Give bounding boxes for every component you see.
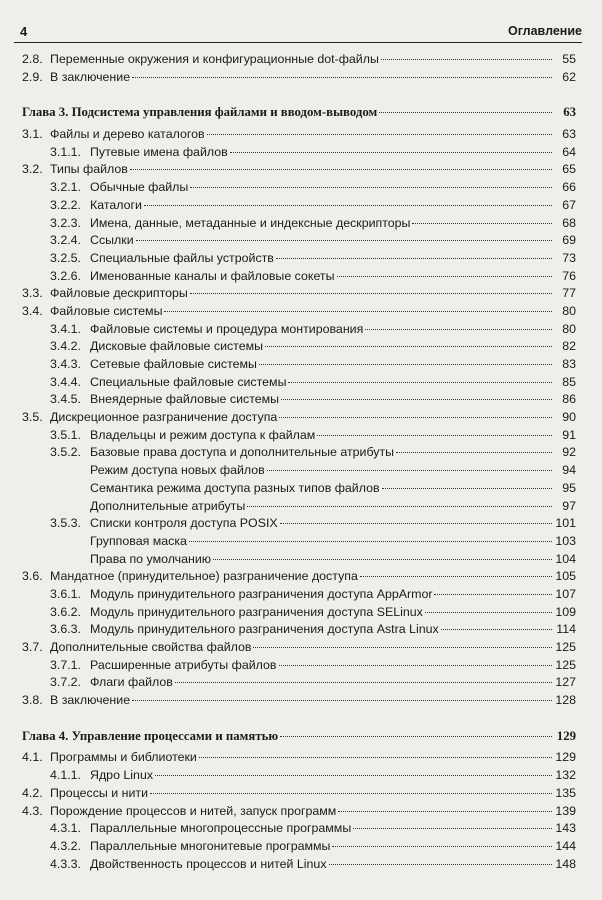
toc-chapter-entry	[22, 728, 576, 746]
dot-leader	[379, 112, 552, 113]
toc-entry	[22, 303, 576, 321]
toc-entry-number: 4.2.	[22, 785, 43, 800]
dot-leader	[130, 169, 552, 170]
toc-entry	[22, 692, 576, 710]
dot-leader	[279, 417, 552, 418]
toc-entry	[22, 785, 576, 803]
toc-entry-page: 91	[562, 427, 576, 442]
toc-entry-page: 86	[562, 392, 576, 407]
toc-entry-page: 66	[562, 180, 576, 195]
dot-leader	[338, 811, 552, 812]
dot-leader	[382, 488, 552, 489]
toc-entry	[22, 126, 576, 144]
toc-entry-number: 3.7.2.	[50, 675, 82, 690]
dot-leader	[279, 665, 552, 666]
toc-entry-number: 3.2.2.	[50, 197, 82, 212]
dot-leader	[189, 541, 552, 542]
toc-entry-number: 3.5.3.	[50, 516, 82, 531]
toc-entry-title: Модуль принудительного разграничения доступа Astra Linux	[90, 622, 439, 637]
toc-entry-page: 63	[562, 127, 576, 142]
toc-entry-page: 82	[562, 339, 576, 354]
toc-entry-title: Ссылки	[90, 233, 134, 248]
toc-entry-page: 143	[555, 821, 576, 836]
toc-chapter-entry	[22, 104, 576, 122]
toc-entry	[22, 767, 576, 785]
dot-leader	[132, 700, 552, 701]
toc-entry-page: 68	[562, 215, 576, 230]
toc-entry-title: В заключение	[50, 693, 131, 708]
toc-entry-page: 55	[562, 52, 576, 66]
toc-entry-title: Параллельные многопроцессные программы	[90, 821, 352, 836]
toc-entry-number: 3.6.1.	[50, 586, 82, 601]
dot-leader	[281, 399, 552, 400]
dot-leader	[381, 59, 552, 60]
toc-entry-title: Флаги файлов	[90, 675, 173, 690]
toc-entry-title: Имена, данные, метаданные и индексные дескрипторы	[90, 215, 411, 230]
toc-entry-title: Расширенные атрибуты файлов	[90, 657, 277, 672]
toc-entry-number: 3.4.2.	[50, 339, 82, 354]
toc-entry-number: 3.4.	[22, 303, 43, 318]
toc-entry	[22, 374, 576, 392]
toc-entry-title: Дополнительные свойства файлов	[50, 640, 252, 654]
toc-entry-title: Специальные файловые системы	[90, 374, 287, 389]
toc-entry-page: 62	[562, 69, 576, 84]
toc-entry	[22, 268, 576, 286]
toc-entry-number: 4.3.2.	[50, 838, 82, 853]
toc-entry-page: 92	[562, 445, 576, 460]
toc-entry	[22, 197, 576, 215]
toc-entry-page: 80	[562, 303, 576, 318]
toc-entry-title: Дискреционное разграничение доступа	[50, 410, 278, 425]
toc-entry-number: 3.4.3.	[50, 357, 82, 371]
toc-entry-page: 144	[555, 838, 576, 853]
dot-leader	[412, 223, 552, 224]
toc-entry	[22, 444, 576, 462]
dot-leader	[207, 134, 552, 135]
dot-leader	[132, 77, 552, 78]
toc-entry	[22, 69, 576, 87]
toc-entry-number: 4.1.	[22, 750, 43, 765]
toc-entry	[22, 462, 576, 480]
toc-entry-title: Списки контроля доступа POSIX	[90, 516, 278, 531]
toc-entry-number: 3.7.	[22, 640, 43, 654]
toc-entry-number: 3.2.3.	[50, 215, 82, 230]
dot-leader	[425, 612, 552, 613]
toc-entry-number: 3.4.5.	[50, 392, 82, 407]
toc-entry-page: 85	[562, 374, 576, 389]
dot-leader	[175, 682, 552, 683]
toc-entry	[22, 409, 576, 427]
dot-leader	[288, 382, 552, 383]
dot-leader	[353, 828, 552, 829]
toc-entry-title: Семантика режима доступа разных типов файлов	[90, 480, 380, 495]
toc-entry-title: Модуль принудительного разграничения доступа AppArmor	[90, 586, 433, 601]
toc-entry-number: 3.2.1.	[50, 180, 82, 195]
toc-entry-number: 3.1.1.	[50, 144, 82, 159]
dot-leader	[267, 470, 552, 471]
running-header	[14, 18, 582, 43]
toc-entry	[22, 51, 576, 69]
toc-entry-title: Глава 4. Управление процессами и памятью	[22, 728, 279, 743]
toc-entry-number: 2.9.	[22, 69, 43, 84]
toc-entry	[22, 356, 576, 374]
toc-entry-title: Файловые системы	[50, 303, 163, 318]
toc-entry-title: Именованные каналы и файловые сокеты	[90, 268, 335, 283]
toc-entry-page: 132	[555, 768, 576, 783]
toc-entry-title: Файловые дескрипторы	[50, 286, 188, 301]
dot-leader	[434, 594, 552, 595]
dot-leader	[190, 293, 552, 294]
toc-entry	[22, 179, 576, 197]
toc-entry-page: 64	[562, 144, 576, 159]
page-number: 4	[20, 24, 28, 39]
toc-entry-page: 128	[555, 693, 576, 708]
dot-leader	[155, 775, 552, 776]
toc-entry-number: 3.2.4.	[50, 233, 82, 248]
toc-entry-page: 148	[555, 856, 576, 871]
toc-entry	[22, 215, 576, 233]
toc-entry	[22, 515, 576, 533]
toc-entry-page: 101	[555, 516, 576, 531]
toc-entry-title: Каталоги	[90, 197, 142, 212]
toc-entry-title: В заключение	[50, 69, 131, 84]
toc-entry	[22, 674, 576, 692]
toc-entry-page: 129	[555, 750, 576, 765]
toc-entry-title: Порождение процессов и нитей, запуск программ	[50, 803, 337, 818]
dot-leader	[337, 276, 552, 277]
dot-leader	[190, 187, 552, 188]
toc-entry-title: Дополнительные атрибуты	[90, 498, 246, 513]
running-title: Оглавление	[508, 24, 582, 38]
toc-entry-page: 103	[555, 533, 576, 548]
toc-entry-title: Модуль принудительного разграничения доступа SELinux	[90, 604, 423, 619]
toc-entry-title: Файлы и дерево каталогов	[50, 127, 205, 142]
toc-entry-page: 63	[563, 105, 576, 120]
toc-entry-title: Права по умолчанию	[90, 551, 212, 566]
toc-entry-title: Файловые системы и процедура монтирования	[90, 321, 364, 336]
toc-entry-title: Параллельные многонитевые программы	[90, 838, 331, 853]
dot-leader	[317, 435, 552, 436]
toc-entry-page: 95	[562, 480, 576, 495]
toc-entry-page: 97	[562, 498, 576, 513]
toc-entry-title: Владельцы и режим доступа к файлам	[90, 427, 316, 442]
toc-entry-page: 69	[562, 233, 576, 248]
toc-entry-title: Путевые имена файлов	[90, 144, 228, 159]
toc-entry	[22, 639, 576, 657]
dot-leader	[144, 205, 552, 206]
toc-entry-title: Базовые права доступа и дополнительные атрибуты	[90, 445, 395, 460]
toc-entry-page: 76	[562, 268, 576, 283]
toc-entry	[22, 586, 576, 604]
toc-entry	[22, 232, 576, 250]
toc-entry-number: 2.8.	[22, 52, 43, 66]
toc-entry-number: 3.6.3.	[50, 622, 82, 637]
toc-entry-page: 114	[556, 622, 576, 637]
dot-leader	[280, 523, 552, 524]
toc-entry	[22, 856, 576, 874]
toc-entry	[22, 321, 576, 339]
dot-leader	[329, 864, 552, 865]
toc-entry-number: 3.6.2.	[50, 604, 82, 619]
toc-entry-number: 4.3.3.	[50, 856, 82, 871]
dot-leader	[276, 258, 552, 259]
toc-entry-title: Специальные файлы устройств	[90, 250, 274, 265]
toc-entry-page: 129	[556, 728, 576, 743]
toc-entry	[22, 820, 576, 838]
toc-entry-title: Процессы и нити	[50, 785, 148, 800]
toc-entry-title: Групповая маска	[90, 533, 187, 548]
toc-entry-number: 4.3.1.	[50, 821, 82, 836]
dot-leader	[164, 311, 552, 312]
toc-entry-title: Программы и библиотеки	[50, 750, 197, 765]
toc-entry	[22, 749, 576, 767]
toc-entry-title: Внеядерные файловые системы	[90, 392, 280, 407]
toc-entry	[22, 533, 576, 551]
toc-entry-number: 3.5.1.	[50, 427, 82, 442]
dot-leader	[365, 329, 552, 330]
toc-entry-page: 104	[555, 551, 576, 566]
toc-entry-page: 90	[562, 410, 576, 425]
toc-entry-title: Дисковые файловые системы	[90, 339, 264, 354]
toc-entry-page: 105	[555, 569, 576, 584]
dot-leader	[265, 346, 552, 347]
dot-leader	[199, 757, 552, 758]
toc-entry-page: 125	[555, 640, 576, 654]
toc-entry-number: 3.5.2.	[50, 445, 82, 460]
toc-entry-title: Сетевые файловые системы	[90, 357, 257, 371]
dot-leader	[280, 736, 552, 737]
toc-entry	[22, 480, 576, 498]
toc-entry-page: 65	[562, 162, 576, 177]
toc-entry-page: 135	[555, 785, 576, 800]
toc-entry-title: Глава 3. Подсистема управления файлами и вводом-выводом	[22, 105, 378, 120]
toc-entry-title: Мандатное (принудительное) разграничение доступа	[50, 569, 358, 584]
toc-entry	[22, 621, 576, 639]
toc-entry-page: 125	[555, 657, 576, 672]
toc-entry	[22, 838, 576, 856]
toc-entry-title: Двойственность процессов и нитей Linux	[90, 856, 327, 871]
dot-leader	[213, 559, 552, 560]
toc-entry	[22, 498, 576, 516]
toc-entry	[22, 657, 576, 675]
toc-entry-number: 3.4.4.	[50, 374, 82, 389]
toc-entry-number: 3.7.1.	[50, 657, 82, 672]
toc-entry-title: Ядро Linux	[90, 768, 154, 783]
toc-entry-number: 4.3.	[22, 803, 43, 818]
toc-entry-page: 127	[555, 675, 576, 690]
toc-entry-page: 73	[562, 250, 576, 265]
dot-leader	[247, 506, 552, 507]
toc-entry-number: 3.2.	[22, 162, 43, 177]
toc-entry-title: Режим доступа новых файлов	[90, 463, 265, 478]
toc-entry	[22, 144, 576, 162]
toc-entry-page: 109	[555, 604, 576, 619]
toc-entry-title: Обычные файлы	[90, 180, 189, 195]
toc-entry-number: 3.2.5.	[50, 250, 82, 265]
dot-leader	[360, 576, 552, 577]
toc-entry	[22, 551, 576, 569]
toc-entry-title: Типы файлов	[50, 162, 128, 177]
toc-entry-number: 3.6.	[22, 569, 43, 584]
dot-leader	[253, 647, 552, 648]
toc-entry	[22, 338, 576, 356]
toc-entry-page: 77	[562, 286, 576, 301]
toc-entry-number: 3.5.	[22, 410, 43, 425]
dot-leader	[441, 629, 552, 630]
toc-entry-number: 3.1.	[22, 127, 43, 142]
toc-entry-number: 3.8.	[22, 693, 43, 708]
toc-entry	[22, 568, 576, 586]
dot-leader	[230, 152, 552, 153]
dot-leader	[396, 452, 552, 453]
dot-leader	[259, 364, 552, 365]
toc-entry	[22, 285, 576, 303]
toc-entry	[22, 427, 576, 445]
dot-leader	[332, 846, 552, 847]
toc-entry-page: 94	[562, 463, 576, 478]
toc-entry-number: 3.2.6.	[50, 268, 82, 283]
toc-entry	[22, 391, 576, 409]
table-of-contents	[22, 51, 576, 873]
toc-entry-page: 67	[562, 197, 576, 212]
toc-entry-number: 3.3.	[22, 286, 43, 301]
toc-entry-title: Переменные окружения и конфигурационные dot-файлы	[50, 52, 379, 66]
toc-entry-number: 4.1.1.	[50, 768, 82, 783]
toc-entry	[22, 250, 576, 268]
toc-entry-page: 83	[562, 357, 576, 371]
toc-entry-number: 3.4.1.	[50, 321, 82, 336]
toc-entry-page: 80	[562, 321, 576, 336]
toc-entry	[22, 803, 576, 821]
toc-entry-page: 139	[555, 803, 576, 818]
dot-leader	[150, 793, 552, 794]
dot-leader	[136, 240, 552, 241]
toc-entry	[22, 161, 576, 179]
toc-entry	[22, 604, 576, 622]
toc-entry-page: 107	[555, 586, 576, 601]
